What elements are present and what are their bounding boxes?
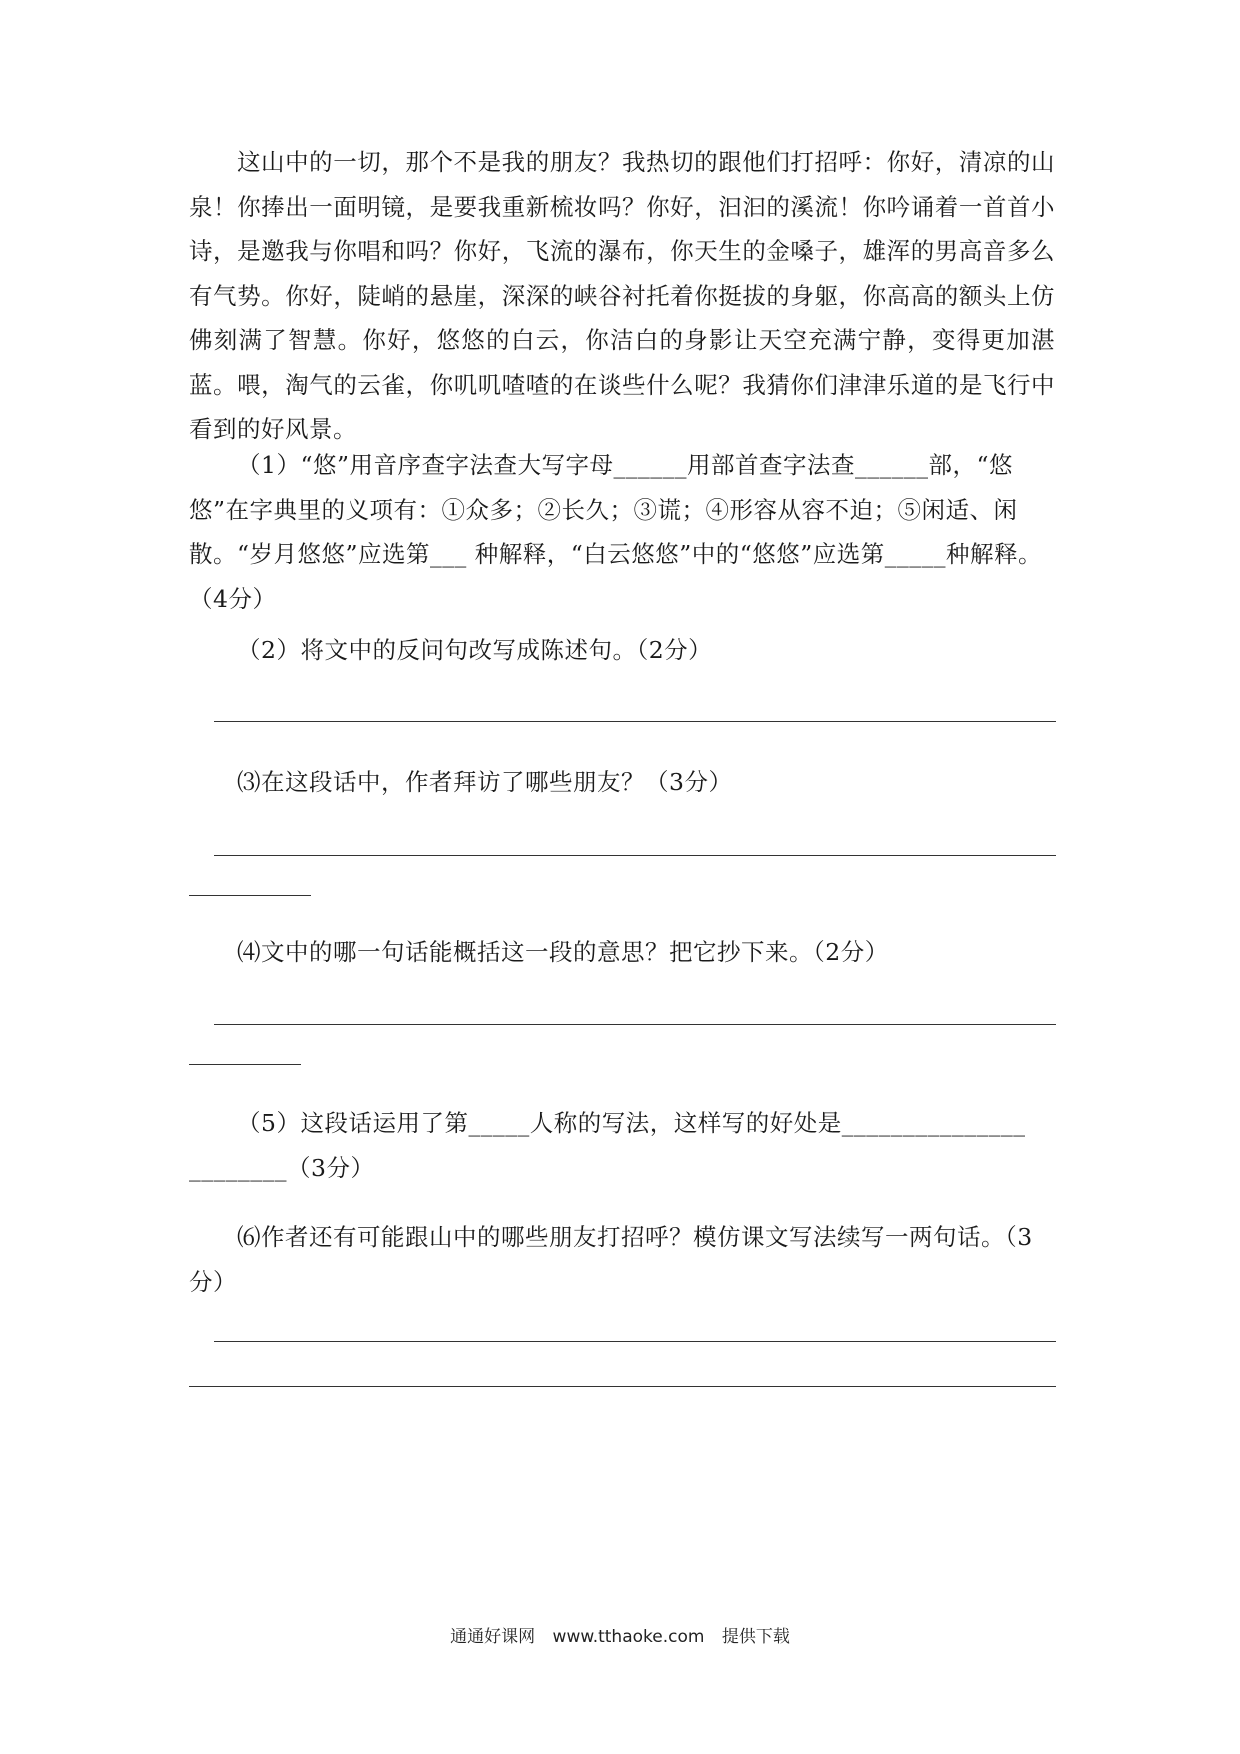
answer-line-q6-b	[189, 1386, 1056, 1387]
answer-line-q2	[214, 721, 1056, 722]
reading-passage: 这山中的一切，那个不是我的朋友？我热切的跟他们打招呼：你好，清凉的山泉！你捧出一面明镜，是要我重新梳妆吗？你好，汩汩的溪流！你吟诵着一首首小诗，是邀我与你唱和吗？你好，飞流的瀑布，你天生的金嗓子，雄浑的男高音多么有气势。你好，陡峭的悬崖，深深的峡谷衬托着你挺拔的身躯，你高高的额头上仿佛刻满了智慧。你好，悠悠的白云，你洁白的身影让天空充满宁静，变得更加湛蓝。喂，淘气的云雀，你叽叽喳喳的在谈些什么呢？我猜你们津津乐道的是飞行中看到的好风景。	[189, 148, 1055, 443]
question-2: （2）将文中的反问句改写成陈述句。（2分）	[237, 636, 713, 664]
answer-line-q3-b	[189, 895, 311, 896]
page-footer	[0, 1622, 1240, 1647]
question-6: ⑹作者还有可能跟山中的哪些朋友打招呼？模仿课文写法续写一两句话。（3分）	[189, 1223, 1033, 1296]
question-4: ⑷文中的哪一句话能概括这一段的意思？把它抄下来。（2分）	[237, 938, 889, 966]
answer-line-q4-a	[214, 1024, 1056, 1025]
footer-url: www.tthaoke.com	[552, 1627, 705, 1647]
answer-line-q3-a	[214, 855, 1056, 856]
footer-suffix: 提供下载	[721, 1627, 790, 1647]
question-3: ⑶在这段话中，作者拜访了哪些朋友？（3分）	[237, 768, 733, 796]
footer-site-name: 通通好课网	[450, 1627, 536, 1647]
answer-line-q4-b	[189, 1064, 301, 1065]
question-1: （1）“悠”用音序查字法查大写字母______用部首查字法查______部，“悠悠”在字典里的义项有：①众多；②长久；③谎；④形容从容不迫；⑤闲适、闲散。“岁月悠悠”应选第___ 种解释，“白云悠悠”中的“悠悠”应选第_____种解释。（4分）	[189, 451, 1043, 613]
answer-line-q6-a	[214, 1341, 1056, 1342]
question-5: （5）这段话运用了第_____人称的写法，这样写的好处是_______________ ________（3分）	[189, 1109, 1026, 1182]
